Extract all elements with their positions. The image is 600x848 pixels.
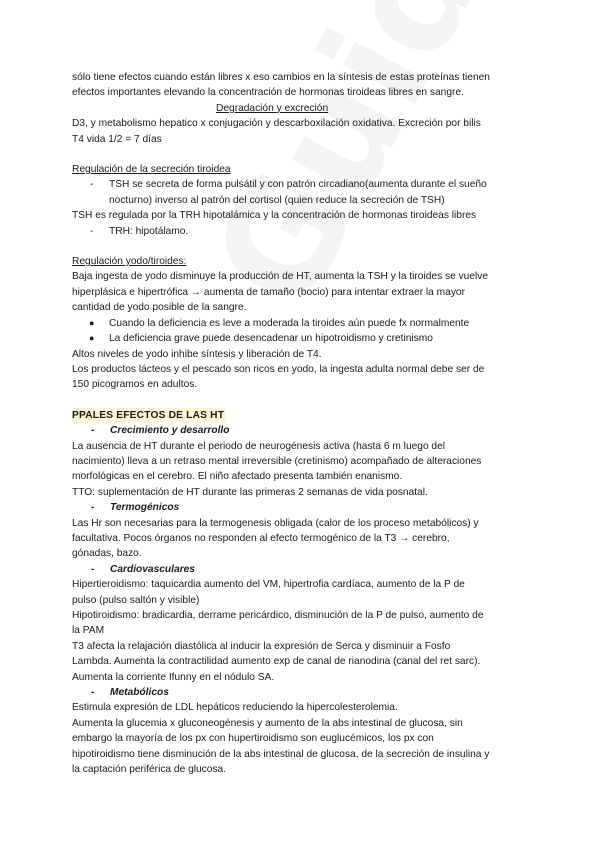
subheading-label: Termogénicos [110, 502, 180, 514]
cardiovasculares-line: T3 afecta la relajación diastólica al inducir la expresión de Serca y disminuir a Fosfo [72, 640, 451, 652]
intro-line: sólo tiene efectos cuando están libres x eso cambios en la síntesis de estas proteínas tienen [72, 72, 490, 83]
crecimiento-line: morfológicas en el cerebro. El niño afectado presenta también enanismo. [72, 471, 403, 483]
crecimiento-line: TTO: suplementación de HT durante las primeras 2 semanas de vida posnatal. [72, 486, 428, 498]
yodo-line: Los productos lácteos y el pescado son ricos en yodo, la ingesta adulta normal debe ser de [72, 363, 485, 375]
document-page [72, 70, 542, 777]
degradacion-line: T4 vida 1/2 = 7 días [72, 133, 162, 145]
dash-marker: - [90, 179, 94, 191]
crecimiento-line: nacimiento) lleva a un retraso mental irreversible (cretinismo) acompañado de alteraciones [72, 455, 482, 467]
dash-marker: - [91, 687, 95, 699]
yodo-heading: Regulación yodo/tiroides: [72, 256, 187, 268]
intro-line: efectos importantes elevando la concentración de hormonas tiroideas libres en sangre. [72, 87, 464, 99]
cardiovasculares-line: Lambda. Aumenta la contractilidad aumento exp de canal de rianodina (canal del ret sarc). [72, 656, 481, 668]
subheading-crecimiento [72, 423, 542, 438]
yodo-line: Baja ingesta de yodo disminuye la producción de HT, aumenta la TSH y la tiroides se vuelve [72, 271, 489, 283]
degradacion-heading: Degradación y excreción [216, 102, 329, 114]
cardiovasculares-line: pulso (pulso saltón y visible) [72, 594, 200, 606]
metabolicos-line: Estimula expresión de LDL hepáticos reduciendo la hipercolesterolemia. [72, 702, 398, 714]
regulacion-heading: Regulación de la secreción tiroidea [72, 164, 231, 176]
subheading-termogenicos [72, 500, 542, 515]
list-item-line: TRH: hipotálamo. [109, 225, 189, 237]
cardiovasculares-line: Hipertieroidismo: taquicardia aumento del VM, hipertrofia cardíaca, aumento de la P de [72, 579, 465, 591]
regulacion-line: TSH es regulada por la TRH hipotalámica y la concentración de hormonas tiroideas libres [72, 210, 477, 222]
yodo-line: 150 picogramos en adultos. [72, 379, 198, 391]
yodo-line: Altos niveles de yodo inhibe síntesis y liberación de T4. [72, 348, 322, 360]
dash-marker: - [91, 563, 95, 575]
list-item [72, 316, 542, 331]
termogenicos-line: facultativa. Pocos órganos no responden al efecto termogénico de la T3 → cerebro, [72, 532, 450, 544]
list-item [72, 224, 542, 239]
subheading-cardiovasculares [72, 562, 542, 577]
cardiovasculares-line: Hipotiroidismo: bradicardia, derrame pericárdico, disminución de la P de pulso, aumento de [72, 610, 484, 621]
metabolicos-line: Aumenta la glucemia x gluconeogénesis y aumento de la abs intestinal de glucosa, sin [72, 717, 463, 729]
dash-marker: - [90, 225, 94, 237]
metabolicos-line: embargo la mayoría de los px con hupertiroidismo son euglucémicos, los px con [72, 733, 434, 745]
subheading-label: Crecimiento y desarrollo [110, 425, 230, 437]
metabolicos-line: hipotiroidismo tiene disminución de la abs intestinal de glucosa, de la secreción de insulina y [72, 748, 490, 760]
subheading-label: Metabólicos [110, 687, 169, 699]
subheading-metabolicos [72, 685, 542, 700]
list-item [72, 331, 542, 346]
cardiovasculares-line: Aumenta la corriente Ifunny en el nódulo SA. [72, 671, 275, 683]
yodo-line: cantidad de yodo posible de la sangre. [72, 302, 247, 314]
list-item-line: La deficiencia grave puede desencadenar un hipotroidismo y cretinismo [109, 333, 433, 345]
crecimiento-line: La ausencia de HT durante el periodo de neurogénesis activa (hasta 6 m luego del [72, 440, 446, 452]
section-title: PPALES EFECTOS DE LAS HT [72, 408, 226, 423]
metabolicos-line: la captación periférica de glucosa. [72, 764, 227, 776]
bullet-icon: ● [89, 317, 95, 328]
degradacion-line: D3, y metabolismo hepatico x conjugación y descarboxilación oxidativa. Excreción por bilis [72, 118, 481, 130]
bullet-icon: ● [89, 333, 95, 344]
subheading-label: Cardiovasculares [110, 563, 195, 575]
dash-marker: - [91, 502, 95, 514]
list-item-line: Cuando la deficiencia es leve a moderada la tiroides aún puede fx normalmente [109, 317, 470, 329]
dash-marker: - [91, 425, 95, 437]
termogenicos-line: Las Hr son necesarias para la termogenesis obligada (calor de los proceso metabólicos) y [72, 517, 479, 529]
termogenicos-line: gónadas, bazo. [72, 548, 142, 560]
cardiovasculares-line: la PAM [72, 625, 105, 637]
list-item [72, 177, 542, 208]
list-item-line: nocturno) inverso al patrón del cortisol (quien reduce la secreción de TSH) [109, 194, 445, 206]
list-item-line: TSH se secreta de forma pulsátil y con patrón circadiano(aumenta durante el sueño [109, 179, 487, 191]
yodo-line: hiperplásica e hipertrófica → aumenta de tamaño (bocio) para intentar extraer la mayor [72, 286, 465, 298]
